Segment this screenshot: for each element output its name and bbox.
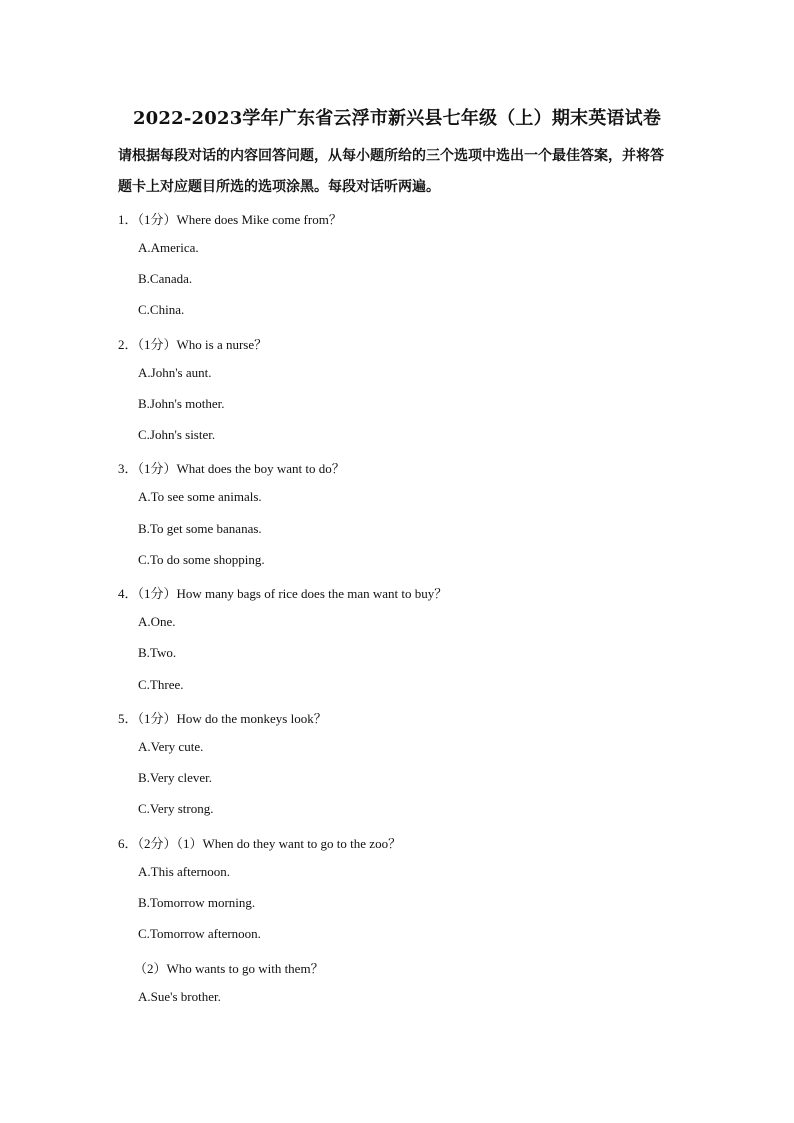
- question-4-stem: 4．（1分）How many bags of rice does the man want to buy？: [118, 586, 448, 601]
- question-3-option-a: A.To see some animals.: [138, 489, 262, 504]
- question-1-option-b: B.Canada.: [138, 271, 193, 286]
- question-4-option-a: A.One.: [138, 614, 176, 629]
- question-6-option-b: B.Tomorrow morning.: [138, 895, 256, 910]
- question-6-option-a: A.This afternoon.: [138, 864, 231, 879]
- question-2-stem: 2．（1分）Who is a nurse？: [118, 337, 268, 352]
- question-3-option-b: B.To get some bananas.: [138, 521, 262, 536]
- question-3-stem: 3．（1分）What does the boy want to do？: [118, 461, 345, 476]
- question-1-stem: 1．（1分）Where does Mike come from？: [118, 212, 342, 227]
- question-5-option-c: C.Very strong.: [138, 801, 214, 816]
- question-3-option-c: C.To do some shopping.: [138, 552, 265, 567]
- question-6-sub-2-option-a: A.Sue's brother.: [138, 989, 221, 1004]
- question-4-option-c: C.Three.: [138, 677, 184, 692]
- question-1-option-a: A.America.: [138, 240, 199, 255]
- instructions-line-2: 题卡上对应题目所选的选项涂黑。每段对话听两遍。: [118, 179, 440, 195]
- question-6-stem: 6．（2分）（1）When do they want to go to the zoo？: [118, 836, 402, 851]
- question-2-option-a: A.John's aunt.: [138, 365, 212, 380]
- question-6-option-c: C.Tomorrow afternoon.: [138, 926, 261, 941]
- question-5-option-b: B.Very clever.: [138, 770, 213, 785]
- question-4-option-b: B.Two.: [138, 645, 177, 660]
- question-6-sub-2-stem: （2）Who wants to go with them？: [134, 961, 324, 976]
- question-5-stem: 5．（1分）How do the monkeys look？: [118, 711, 327, 726]
- instructions-line-1: 请根据每段对话的内容回答问题，从每小题所给的三个选项中选出一个最佳答案，并将答: [118, 148, 664, 164]
- question-2-option-b: B.John's mother.: [138, 396, 225, 411]
- question-5-option-a: A.Very cute.: [138, 739, 204, 754]
- exam-title: 2022-2023学年广东省云浮市新兴县七年级（上）期末英语试卷: [132, 108, 662, 129]
- question-2-option-c: C.John's sister.: [138, 427, 216, 442]
- question-1-option-c: C.China.: [138, 302, 185, 317]
